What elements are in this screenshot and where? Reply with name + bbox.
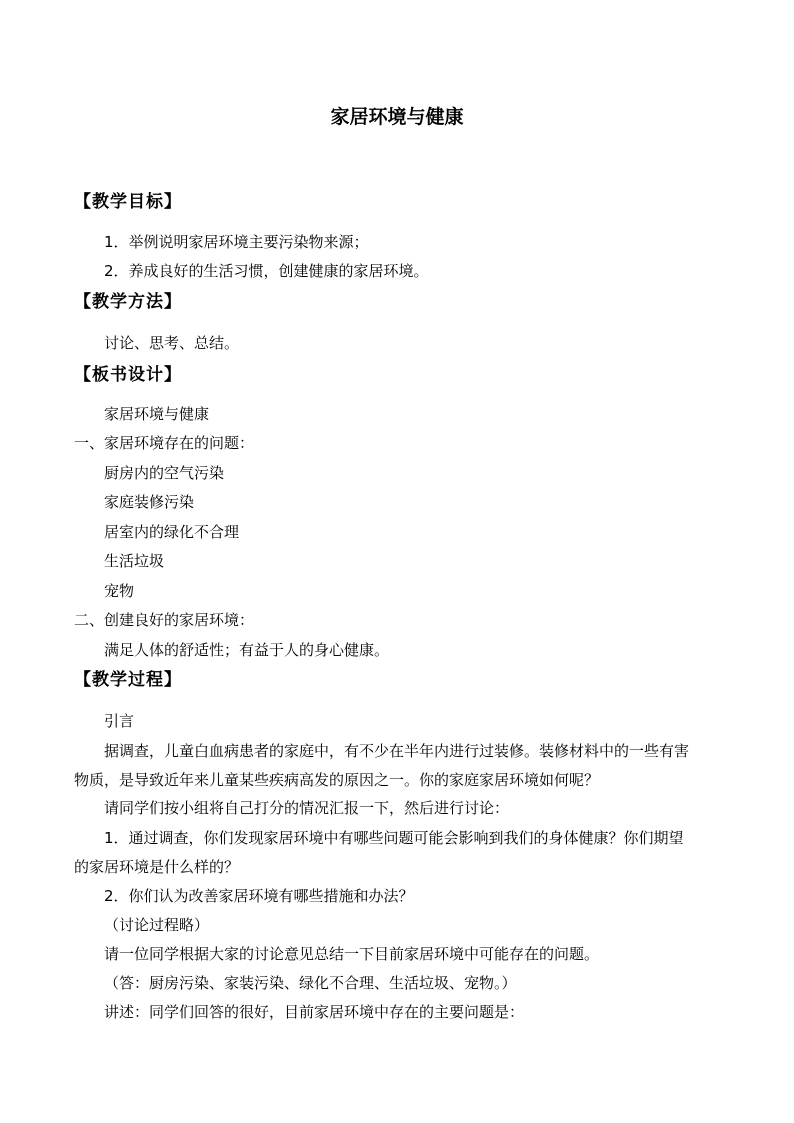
section-heading-method: 【教学方法】 xyxy=(74,292,182,312)
goal-item-1: 1．举例说明家居环境主要污染物来源； xyxy=(104,233,369,251)
method-text: 讨论、思考、总结。 xyxy=(104,334,240,352)
board-part2-item: 满足人体的舒适性；有益于人的身心健康。 xyxy=(104,641,390,659)
board-part1-item-5: 宠物 xyxy=(104,582,135,600)
goal-item-2: 2．养成良好的生活习惯，创建健康的家居环境。 xyxy=(104,262,429,280)
document-title: 家居环境与健康 xyxy=(330,106,464,128)
process-paragraph-1-line-2: 物质，是导致近年来儿童某些疾病高发的原因之一。你的家庭家居环境如何呢？ xyxy=(74,771,600,789)
process-paragraph-3: 请一位同学根据大家的讨论意见总结一下目前家居环境中可能存在的问题。 xyxy=(104,945,600,963)
process-question-1-line-1: 1．通过调查，你们发现家居环境中有哪些问题可能会影响到我们的身体健康？你们期望 xyxy=(104,829,684,847)
section-heading-process: 【教学过程】 xyxy=(74,670,182,690)
process-discussion: （讨论过程略） xyxy=(104,916,210,934)
board-part1-item-4: 生活垃圾 xyxy=(104,552,165,570)
board-part1-item-1: 厨房内的空气污染 xyxy=(104,464,225,482)
board-part1: 一、家居环境存在的问题： xyxy=(74,434,255,452)
process-paragraph-1-line-1: 据调查，儿童白血病患者的家庭中，有不少在半年内进行过装修。装修材料中的一些有害 xyxy=(104,742,690,760)
process-question-1-line-2: 的家居环境是什么样的？ xyxy=(74,858,240,876)
process-paragraph-2: 请同学们按小组将自己打分的情况汇报一下，然后进行讨论： xyxy=(104,799,510,817)
process-answer: （答：厨房污染、家装污染、绿化不合理、生活垃圾、宠物。） xyxy=(104,974,517,992)
board-title: 家居环境与健康 xyxy=(104,405,210,423)
process-paragraph-4: 讲述：同学们回答的很好，目前家居环境中存在的主要问题是： xyxy=(104,1003,525,1021)
section-heading-board: 【板书设计】 xyxy=(74,365,182,385)
section-heading-goals: 【教学目标】 xyxy=(74,192,182,212)
board-part2: 二、创建良好的家居环境： xyxy=(74,611,255,629)
board-part1-item-3: 居室内的绿化不合理 xyxy=(104,523,240,541)
process-intro: 引言 xyxy=(104,712,135,730)
process-question-2: 2．你们认为改善家居环境有哪些措施和办法？ xyxy=(104,887,414,905)
board-part1-item-2: 家庭装修污染 xyxy=(104,493,195,511)
